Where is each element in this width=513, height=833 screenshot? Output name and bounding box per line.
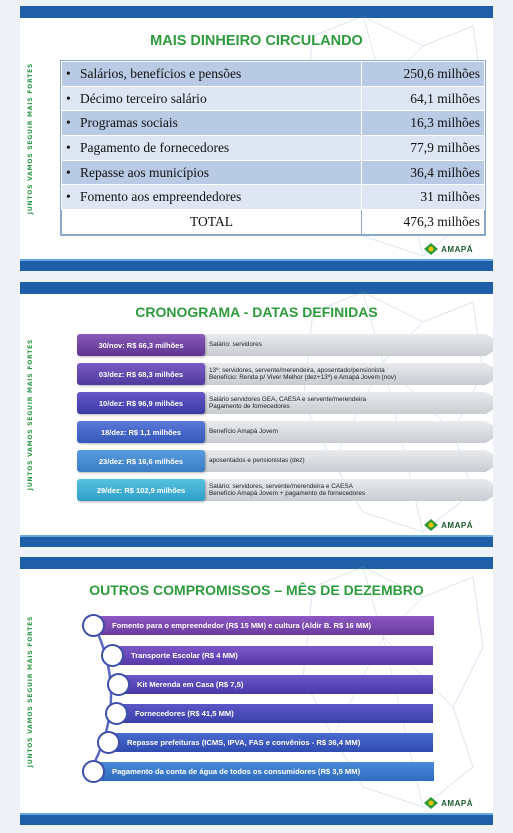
logo-icon: [424, 519, 438, 531]
side-slogan: JUNTOS VAMOS SEGUIR MAIS FORTES: [27, 62, 35, 215]
timeline-row: [77, 392, 439, 414]
date-box: 30/nov: R$ 66,3 milhões: [77, 334, 205, 356]
timeline-description: Benefício Amapá Jovem: [209, 428, 278, 436]
amapa-logo: AMAPÁ: [424, 519, 473, 531]
timeline-row: [77, 450, 439, 472]
date-box: 23/dez: R$ 16,6 milhões: [77, 450, 205, 472]
timeline-description: aposentados e pensionistas (dez): [209, 457, 305, 465]
logo-icon: [424, 243, 438, 255]
money-table: [61, 61, 485, 235]
bullet-icon: •: [66, 115, 71, 131]
table-row: • Décimo terceiro salário 64,1 milhões: [62, 86, 485, 111]
slide-title: OUTROS COMPROMISSOS – MÊS DE DEZEMBRO: [89, 582, 424, 598]
date-box: 10/dez: R$ 96,9 milhões: [77, 392, 205, 414]
bullet-icon: •: [66, 139, 71, 155]
bullet-circle-icon: [101, 644, 124, 667]
table-total-row: TOTAL 476,3 milhões: [62, 210, 485, 235]
slide-bottom-bar: [20, 261, 493, 271]
table-row: • Pagamento de fornecedores 77,9 milhões: [62, 136, 485, 161]
timeline-row: [77, 363, 439, 385]
bullet-circle-icon: [82, 614, 105, 637]
bullet-circle-icon: [105, 702, 128, 725]
timeline-description: Salário: servidores, servente/merendeira e CAESA Benefício Amapá Jovem + pagamento de fornecedores: [209, 482, 366, 497]
side-slogan: JUNTOS VAMOS SEGUIR MAIS FORTES: [27, 338, 35, 491]
timeline-row: [77, 421, 439, 443]
date-box: 29/dez: R$ 102,9 milhões: [77, 479, 205, 501]
map-watermark: [273, 282, 493, 547]
table-row: • Fomento aos empreendedores 31 milhões: [62, 185, 485, 210]
bullet-icon: •: [66, 90, 71, 106]
bullet-icon: •: [66, 164, 71, 180]
slide-cronograma: [20, 282, 493, 547]
timeline-description: Salário servidores GEA, CAESA e servente/merendeira Pagamento de fornecedores: [209, 395, 366, 410]
slide-bottom-bar: [20, 537, 493, 547]
bullet-icon: •: [66, 65, 71, 81]
table-row: • Salários, benefícios e pensões 250,6 milhões: [62, 62, 485, 87]
slide-title: CRONOGRAMA - DATAS DEFINIDAS: [135, 304, 378, 320]
amapa-logo: AMAPÁ: [424, 797, 473, 809]
logo-icon: [424, 797, 438, 809]
date-box: 18/dez: R$ 1,1 milhões: [77, 421, 205, 443]
table-row: • Repasse aos municípios 36,4 milhões: [62, 160, 485, 185]
timeline-description: 13º: servidores, servente/merendeira, aposentado/pensionista Benefício: Renda p/ Viver Melhor (dez+13º) e Amapá Jovem (nov): [209, 366, 397, 381]
date-box: 03/dez: R$ 68,3 milhões: [77, 363, 205, 385]
timeline-row: [77, 479, 439, 501]
slide-outros-compromissos: JUNTOS VAMOS SEGUIR MAIS FORTES OUTROS COMPROMISSOS – MÊS DE DEZEMBRO Fomento para o empreendedor (R$ 15 MM) e cultura (Aldir B. R$ 16 MM) Transporte Escolar (R$ 4 MM) Kit Merenda em Casa (R$ 7,5) Fornecedores (R$ 41,5 MM) Repasse prefeituras (ICMS, IPVA, FAS e convênios - R$ 36,4 MM) Pagamento da conta de água de todos os consumidores (R$ 3,5 MM) AMAPÁ: [20, 557, 493, 825]
bullet-circle-icon: [97, 731, 120, 754]
bullet-icon: •: [66, 189, 71, 205]
bullet-circle-icon: [107, 673, 130, 696]
table-row: • Programas sociais 16,3 milhões: [62, 111, 485, 136]
side-slogan: JUNTOS VAMOS SEGUIR MAIS FORTES: [27, 615, 35, 767]
timeline-description: Salário: servidores: [209, 341, 262, 349]
slide-mais-dinheiro: [20, 6, 493, 271]
amapa-logo: AMAPÁ: [424, 243, 473, 255]
bullet-circle-icon: [82, 760, 105, 783]
slide-bottom-bar: [20, 815, 493, 825]
timeline-row: [77, 334, 439, 356]
slide-title: MAIS DINHEIRO CIRCULANDO: [150, 33, 363, 49]
